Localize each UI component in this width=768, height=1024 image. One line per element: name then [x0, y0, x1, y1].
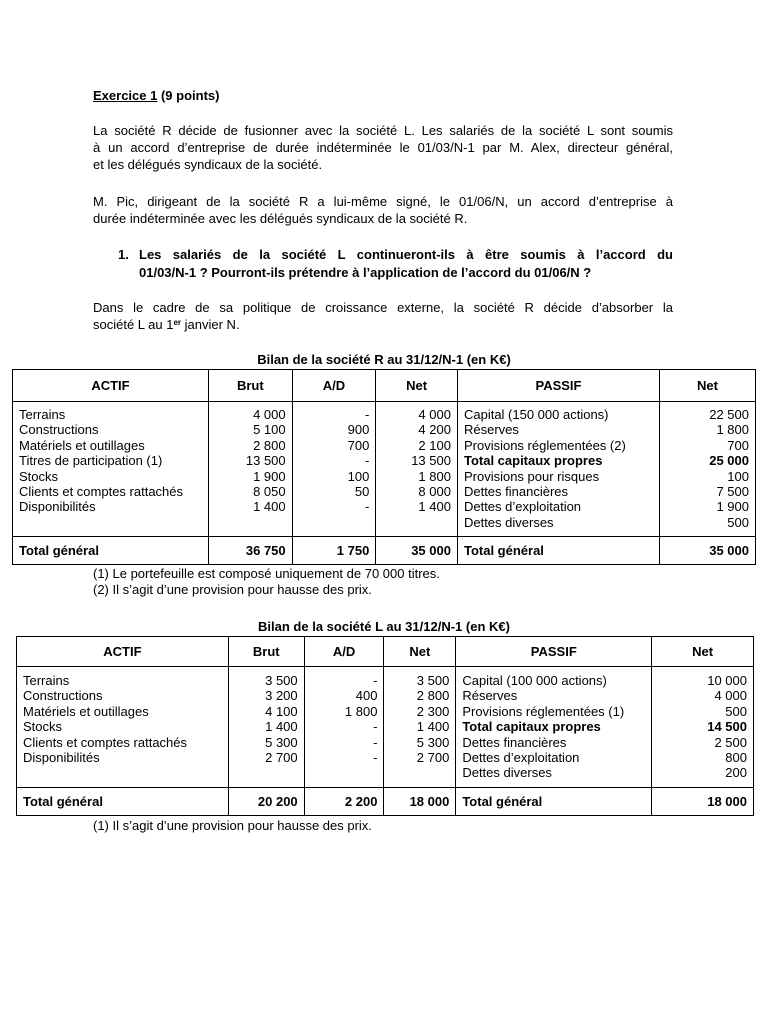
footnote: (1) Il s’agit d’une provision pour hausse des prix. — [93, 818, 372, 833]
table-cell-value: - — [373, 734, 378, 750]
table-cell-value: Réserves — [463, 422, 519, 438]
table-cell-value: Dettes financières — [463, 483, 569, 499]
table-cell-value: Dettes d’exploitation — [462, 749, 580, 765]
table-body-row — [17, 667, 754, 788]
exercise-title-text: Exercice 1 — [93, 88, 158, 103]
table-cell-value: Constructions — [19, 422, 99, 438]
passif-net-cell — [660, 402, 756, 537]
total-passif-net: 18 000 — [652, 788, 754, 816]
passif-labels — [462, 673, 645, 781]
balance-sheet-l — [16, 636, 754, 816]
paragraph-3 — [93, 299, 673, 333]
table-total-row — [17, 788, 754, 816]
table-cell-value: Capital (150 000 actions) — [463, 407, 609, 422]
paragraph-1 — [93, 122, 673, 173]
total-passif-label: Total général — [456, 788, 652, 816]
table-cell-value: Dettes financières — [462, 734, 567, 750]
footnote: (1) Le portefeuille est composé uniquement de 70 000 titres. — [93, 566, 440, 581]
net-values — [382, 407, 451, 515]
column-header: Net — [384, 637, 456, 667]
table-cell-value: 2 700 — [416, 749, 450, 765]
table-cell-value: 900 — [347, 422, 370, 438]
paragraph-text: janvier N. — [181, 317, 240, 332]
table-cell-value: Clients et comptes rattachés — [23, 734, 188, 750]
exercise-title — [93, 88, 219, 103]
paragraph-line: à un accord d’entreprise de durée indéterminée le 01/03/N-1 par M. Alex, directeur général, — [93, 140, 673, 155]
table-cell-value: 14 500 — [707, 719, 747, 735]
table-cell-value: 700 — [347, 437, 370, 453]
table-cell-value: 7 500 — [716, 483, 749, 499]
paragraph-text: société L au 1 — [93, 317, 174, 332]
table-cell-value: 1 900 — [253, 468, 286, 484]
total-passif-label: Total général — [457, 537, 659, 565]
table-cell-value: 10 000 — [707, 673, 747, 688]
total-passif-net: 35 000 — [660, 537, 756, 565]
table-cell-value: Dettes d’exploitation — [463, 499, 582, 515]
table-cell-value: 3 500 — [265, 673, 298, 688]
column-header: Net — [660, 370, 756, 402]
passif-net-values — [666, 407, 749, 530]
table-cell-value: 4 200 — [418, 422, 451, 438]
table-cell-value: 2 800 — [416, 688, 450, 704]
total-brut: 20 200 — [228, 788, 304, 816]
table-cell-value: Stocks — [23, 719, 63, 735]
question-line: 01/03/N-1 ? Pourront-ils prétendre à l’application de l’accord du 01/06/N ? — [139, 265, 592, 280]
total-ad: 2 200 — [304, 788, 384, 816]
table-cell-value: 700 — [727, 437, 749, 453]
paragraph-line: et les délégués syndicaux de la société. — [93, 157, 323, 172]
table-cell-value: Disponibilités — [19, 499, 96, 515]
table-cell-value: 1 900 — [716, 499, 749, 515]
actif-labels — [23, 673, 222, 765]
table-cell-value: 4 000 — [253, 407, 286, 422]
table-cell-value: Disponibilités — [23, 749, 100, 765]
table-cell-value: 8 050 — [253, 483, 286, 499]
table-cell-value: Dettes diverses — [462, 765, 552, 781]
brut-cell — [228, 667, 304, 788]
table-cell-value: 2 300 — [416, 703, 450, 719]
table-cell-value: 400 — [355, 688, 378, 704]
column-header: PASSIF — [456, 637, 652, 667]
column-header: PASSIF — [457, 370, 659, 402]
table-cell-value: 3 500 — [416, 673, 450, 688]
table-cell-value: 1 400 — [265, 719, 298, 735]
table-cell-value: Matériels et outillages — [19, 437, 145, 453]
table-cell-value: 8 000 — [418, 483, 451, 499]
question-number: 1. — [118, 247, 129, 262]
table-cell-value: 13 500 — [245, 453, 286, 469]
table-cell-value: 5 100 — [253, 422, 286, 438]
actif-labels-cell — [13, 402, 209, 537]
passif-labels-cell — [456, 667, 652, 788]
passif-labels-cell — [457, 402, 659, 537]
actif-labels — [19, 407, 202, 515]
table-cell-value: Terrains — [23, 673, 70, 688]
total-ad: 1 750 — [292, 537, 376, 565]
table-cell-value: 1 400 — [416, 719, 450, 735]
table-cell-value: 100 — [727, 468, 749, 484]
exercise-points: (9 points) — [160, 88, 220, 103]
ad-cell — [304, 667, 384, 788]
table-header-row — [13, 370, 756, 402]
table-cell-value: 2 700 — [265, 749, 298, 765]
table-cell-value: 4 000 — [714, 688, 747, 704]
table-body-row — [13, 402, 756, 537]
table-cell-value: Provisions réglementées (2) — [463, 437, 626, 453]
table-cell-value: 25 000 — [709, 453, 749, 469]
total-brut: 36 750 — [208, 537, 292, 565]
question-line: Les salariés de la société L continueront-ils à être soumis à l’accord du — [139, 247, 673, 262]
column-header: Net — [652, 637, 754, 667]
paragraph-2 — [93, 193, 673, 227]
table-cell-value: 22 500 — [709, 407, 749, 422]
passif-labels — [464, 407, 653, 530]
table-cell-value: - — [364, 453, 370, 469]
total-label: Total général — [13, 537, 209, 565]
table-cell-value: Capital (100 000 actions) — [462, 673, 607, 688]
table-cell-value: Provisions réglementées (1) — [462, 703, 625, 719]
table-cell-value: 5 300 — [265, 734, 298, 750]
passif-net-values — [658, 673, 747, 781]
balance-sheet-r — [12, 369, 756, 565]
paragraph-line: Dans le cadre de sa politique de croissance externe, la société R décide d’absorber la — [93, 300, 673, 315]
table-cell-value: 50 — [354, 483, 370, 499]
table-cell-value: - — [373, 673, 378, 688]
total-label: Total général — [17, 788, 229, 816]
table-cell-value: 1 800 — [344, 703, 378, 719]
paragraph-line: La société R décide de fusionner avec la société L. Les salariés de la société L sont soumis — [93, 123, 673, 138]
table-cell-value: Matériels et outillages — [23, 703, 149, 719]
table-cell-value: 500 — [727, 514, 749, 530]
total-net: 18 000 — [384, 788, 456, 816]
net-cell — [384, 667, 456, 788]
table-total-row — [13, 537, 756, 565]
table-cell-value: 2 500 — [714, 734, 747, 750]
table-r-caption: Bilan de la société R au 31/12/N-1 (en K€) — [257, 352, 511, 367]
table-cell-value: Réserves — [462, 688, 518, 704]
table-l-caption: Bilan de la société L au 31/12/N-1 (en K€) — [258, 619, 510, 634]
table-cell-value: 4 000 — [418, 407, 451, 422]
table-cell-value: 100 — [347, 468, 370, 484]
brut-values — [215, 407, 286, 515]
ad-cell — [292, 402, 376, 537]
ad-values — [311, 673, 378, 765]
paragraph-line: M. Pic, dirigeant de la société R a lui-même signé, le 01/06/N, un accord d’entreprise à — [93, 194, 673, 209]
table-cell-value: Provisions pour risques — [463, 468, 600, 484]
net-values — [390, 673, 449, 765]
table-cell-value: Constructions — [23, 688, 103, 704]
table-cell-value: - — [364, 499, 370, 515]
column-header: A/D — [304, 637, 384, 667]
table-cell-value: 200 — [725, 765, 747, 781]
table-cell-value: Stocks — [19, 468, 59, 484]
table-cell-value: 2 800 — [253, 437, 286, 453]
column-header: Net — [376, 370, 458, 402]
column-header: Brut — [228, 637, 304, 667]
ad-values — [299, 407, 370, 515]
brut-values — [235, 673, 298, 765]
passif-net-cell — [652, 667, 754, 788]
question-text — [139, 246, 673, 282]
column-header: Brut — [208, 370, 292, 402]
table-cell-value: Total capitaux propres — [463, 453, 603, 469]
table-cell-value: 5 300 — [416, 734, 450, 750]
table-cell-value: - — [373, 749, 378, 765]
table-cell-value: 4 100 — [265, 703, 298, 719]
paragraph-line: durée indéterminée avec les délégués syndicaux de la société R. — [93, 211, 468, 226]
table-cell-value: 13 500 — [411, 453, 451, 469]
column-header: ACTIF — [13, 370, 209, 402]
table-cell-value: Terrains — [19, 407, 66, 422]
brut-cell — [208, 402, 292, 537]
column-header: ACTIF — [17, 637, 229, 667]
footnote: (2) Il s’agit d’une provision pour hausse des prix. — [93, 582, 372, 597]
table-header-row — [17, 637, 754, 667]
net-cell — [376, 402, 458, 537]
table-cell-value: 800 — [725, 749, 747, 765]
paragraph-line — [93, 316, 673, 333]
table-cell-value: Clients et comptes rattachés — [19, 483, 184, 499]
table-cell-value: - — [364, 407, 370, 422]
table-cell-value: 3 200 — [265, 688, 298, 704]
table-cell-value: 1 800 — [716, 422, 749, 438]
total-net: 35 000 — [376, 537, 458, 565]
table-cell-value: 1 800 — [418, 468, 451, 484]
table-cell-value: - — [373, 719, 378, 735]
table-cell-value: 2 100 — [418, 437, 451, 453]
table-cell-value: Dettes diverses — [463, 514, 554, 530]
actif-labels-cell — [17, 667, 229, 788]
table-cell-value: Total capitaux propres — [462, 719, 601, 735]
column-header: A/D — [292, 370, 376, 402]
table-cell-value: 500 — [725, 703, 747, 719]
table-cell-value: 1 400 — [418, 499, 451, 515]
table-cell-value: Titres de participation (1) — [19, 453, 163, 469]
ordinal-superscript: er — [173, 318, 182, 327]
table-cell-value: 1 400 — [253, 499, 286, 515]
